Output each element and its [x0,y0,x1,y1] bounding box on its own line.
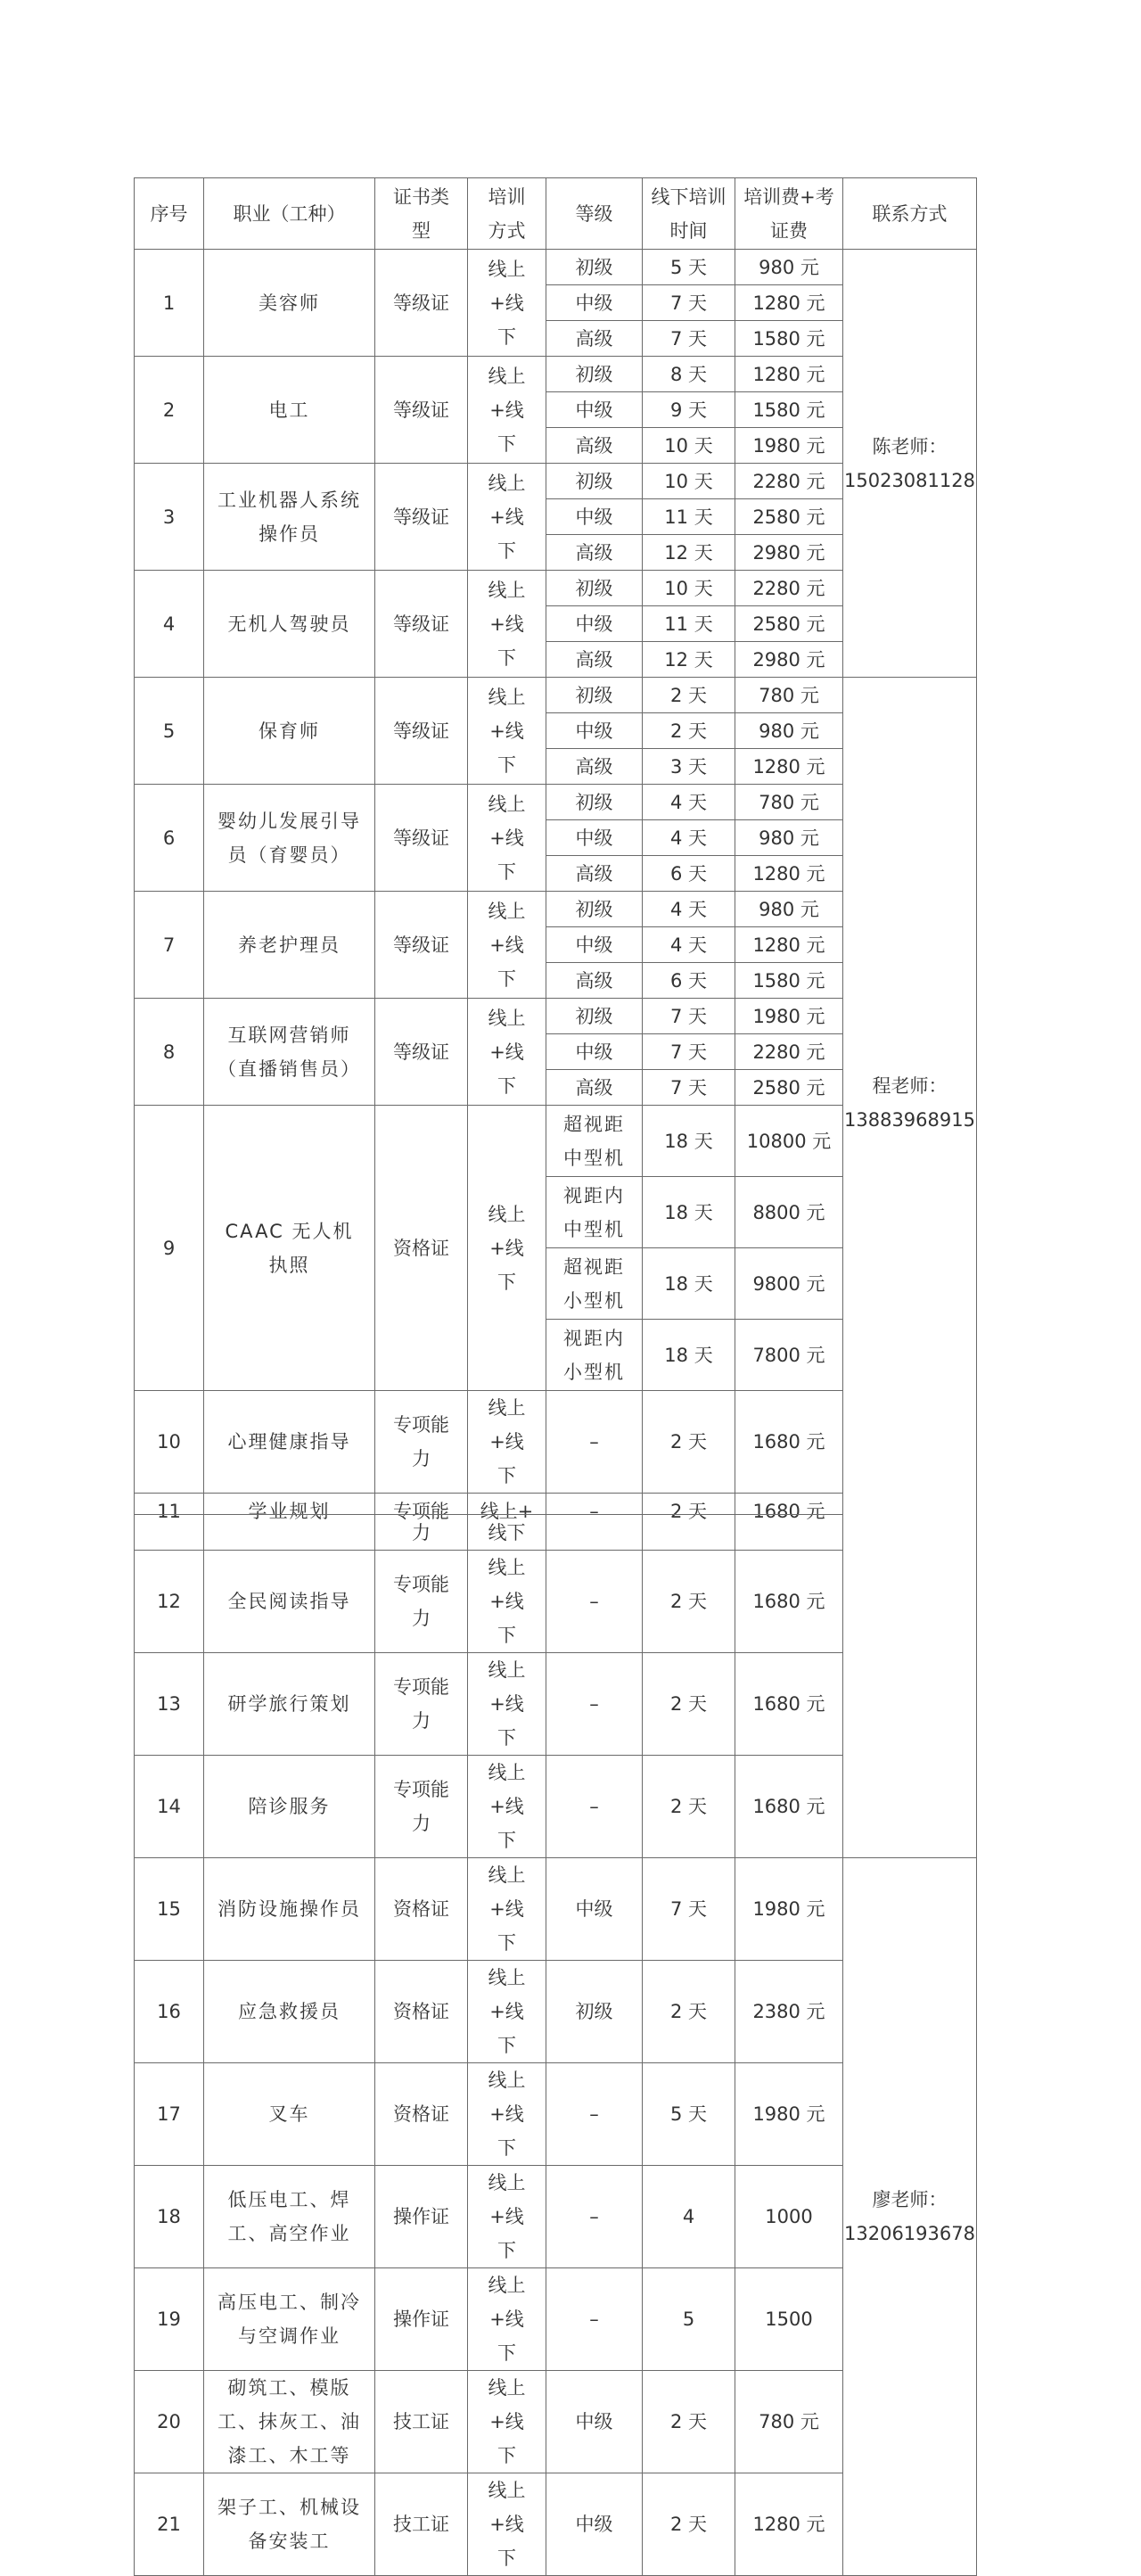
training-days: 4 天 [643,820,735,856]
row-number: 3 [135,464,204,571]
certificate-type: 专项能力 [375,1653,468,1756]
certificate-type: 等级证 [375,464,468,571]
fee: 1580 元 [735,321,843,357]
occupation: 互联网营销师（直播销售员） [204,999,375,1106]
fee: 780 元 [735,2371,843,2473]
training-mode: 线上+线下 [468,1551,546,1653]
level: – [546,2268,643,2371]
level: – [546,2166,643,2268]
occupation: 叉车 [204,2063,375,2166]
fee: 2580 元 [735,1070,843,1106]
training-mode: 线上+线下 [468,892,546,999]
training-days: 12 天 [643,535,735,571]
fee: 1280 元 [735,927,843,963]
fee: 2580 元 [735,606,843,642]
training-mode: 线上+线下 [468,1961,546,2063]
table-row [135,1858,977,1961]
level: 初级 [546,678,643,713]
column-header: 序号 [135,178,204,250]
training-days: 3 天 [643,749,735,785]
occupation: 消防设施操作员 [204,1858,375,1961]
contact-cheng [843,678,977,1529]
level: 中级 [546,820,643,856]
training-days: 9 天 [643,392,735,428]
fee: 2280 元 [735,571,843,606]
level: 初级 [546,999,643,1034]
training-table-part1 [134,177,977,1529]
row-number: 10 [135,1391,204,1494]
training-days: 8 天 [643,357,735,392]
fee: 1680 元 [735,1494,843,1529]
certificate-type: 资格证 [375,1106,468,1391]
row-number: 11 [135,1494,204,1529]
level: – [546,1653,643,1756]
row-number: 9 [135,1106,204,1391]
fee: 1680 元 [735,1391,843,1494]
training-days: 2 天 [643,1756,735,1858]
fee: 2280 元 [735,1034,843,1070]
occupation: 高压电工、制冷与空调作业 [204,2268,375,2371]
level: 超视距小型机 [546,1248,643,1320]
row-number: 16 [135,1961,204,2063]
training-mode: 线上+线下 [468,2268,546,2371]
column-header: 等级 [546,178,643,250]
table-row-split-bottom [135,1515,977,1551]
certificate-type: 操作证 [375,2268,468,2371]
fee: 10800 元 [735,1106,843,1177]
training-days: 2 天 [643,2371,735,2473]
table-row [135,678,977,713]
occupation: CAAC 无人机执照 [204,1106,375,1391]
fee: 1980 元 [735,2063,843,2166]
occupation: 低压电工、焊工、高空作业 [204,2166,375,2268]
training-days: 5 天 [643,250,735,285]
column-header: 职业（工种） [204,178,375,250]
certificate-type: 操作证 [375,2166,468,2268]
occupation: 研学旅行策划 [204,1653,375,1756]
fee: 8800 元 [735,1177,843,1248]
row-number: 17 [135,2063,204,2166]
certificate-type: 专项能 [375,1494,468,1529]
contact-liao [843,1858,977,2576]
certificate-type: 专项能力 [375,1551,468,1653]
training-days: 4 天 [643,785,735,820]
occupation: 美容师 [204,250,375,357]
level: – [546,1551,643,1653]
training-days: 18 天 [643,1248,735,1320]
row-number: 8 [135,999,204,1106]
level: 视距内中型机 [546,1177,643,1248]
occupation: 保育师 [204,678,375,785]
training-days: 4 天 [643,927,735,963]
occupation: 婴幼儿发展引导员（育婴员） [204,785,375,892]
training-mode: 线上+线下 [468,2371,546,2473]
fee: 1280 元 [735,357,843,392]
training-days: 7 天 [643,999,735,1034]
fee: 1980 元 [735,1858,843,1961]
column-header: 证书类型 [375,178,468,250]
training-days: 2 天 [643,1551,735,1653]
occupation: 养老护理员 [204,892,375,999]
fee: 980 元 [735,713,843,749]
fee: 1000 [735,2166,843,2268]
level: 高级 [546,749,643,785]
training-days: 7 天 [643,321,735,357]
level: 高级 [546,428,643,464]
column-header: 线下培训时间 [643,178,735,250]
level: 高级 [546,963,643,999]
training-days: 7 天 [643,1070,735,1106]
contact-phone: 13883968915 [844,1109,975,1132]
certificate-type: 等级证 [375,785,468,892]
level: 初级 [546,892,643,927]
certificate-type: 技工证 [375,2371,468,2473]
fee: 1980 元 [735,999,843,1034]
training-mode: 线上+线下 [468,464,546,571]
fee: 2980 元 [735,642,843,678]
fee-empty [735,1515,843,1551]
row-number: 12 [135,1551,204,1653]
occupation: 心理健康指导 [204,1391,375,1494]
column-header: 联系方式 [843,178,977,250]
training-days: 5 天 [643,2063,735,2166]
training-days: 6 天 [643,856,735,892]
certificate-type: 资格证 [375,1961,468,2063]
level: 高级 [546,856,643,892]
level: 初级 [546,357,643,392]
fee: 780 元 [735,785,843,820]
certificate-type: 资格证 [375,1858,468,1961]
level: 高级 [546,535,643,571]
contact-phone: 13206193678 [844,2223,975,2244]
fee: 1280 元 [735,2473,843,2576]
contact-chen [843,250,977,678]
training-days: 4 [643,2166,735,2268]
contact-cheng-cont [843,1515,977,1858]
occupation-empty [204,1515,375,1551]
occupation: 全民阅读指导 [204,1551,375,1653]
certificate-type: 等级证 [375,250,468,357]
row-number: 13 [135,1653,204,1756]
training-days: 2 天 [643,1391,735,1494]
table-header-row [135,178,977,250]
level: 中级 [546,606,643,642]
level: 中级 [546,927,643,963]
training-days: 2 天 [643,1961,735,2063]
training-mode: 线上+线下 [468,357,546,464]
training-mode: 线上+ [468,1494,546,1529]
training-days: 7 天 [643,1858,735,1961]
occupation: 陪诊服务 [204,1756,375,1858]
training-days: 2 天 [643,1653,735,1756]
level: 高级 [546,642,643,678]
row-number-empty [135,1515,204,1551]
training-days: 10 天 [643,571,735,606]
fee: 1280 元 [735,856,843,892]
row-number: 21 [135,2473,204,2576]
training-mode: 线上+线下 [468,2166,546,2268]
occupation: 电工 [204,357,375,464]
fee: 9800 元 [735,1248,843,1320]
certificate-type: 等级证 [375,999,468,1106]
certificate-type-cont: 力 [375,1515,468,1551]
column-header: 培训方式 [468,178,546,250]
training-mode: 线上+线下 [468,1858,546,1961]
row-number: 1 [135,250,204,357]
certificate-type: 等级证 [375,678,468,785]
fee: 980 元 [735,820,843,856]
training-mode-cont: 线下 [468,1515,546,1551]
row-number: 15 [135,1858,204,1961]
fee: 1580 元 [735,392,843,428]
occupation: 学业规划 [204,1494,375,1529]
row-number: 5 [135,678,204,785]
fee: 1680 元 [735,1756,843,1858]
level: 高级 [546,1070,643,1106]
training-mode: 线上+线下 [468,1106,546,1391]
level: – [546,2063,643,2166]
fee: 980 元 [735,250,843,285]
level: 中级 [546,713,643,749]
fee: 2380 元 [735,1961,843,2063]
level: 中级 [546,2371,643,2473]
training-mode: 线上+线下 [468,1756,546,1858]
occupation: 架子工、机械设备安装工 [204,2473,375,2576]
level: 初级 [546,1961,643,2063]
training-mode: 线上+线下 [468,571,546,678]
training-mode: 线上+线下 [468,1653,546,1756]
training-days: 10 天 [643,464,735,499]
level: 初级 [546,785,643,820]
training-mode: 线上+线下 [468,2473,546,2576]
level: 中级 [546,2473,643,2576]
level: 中级 [546,1858,643,1961]
training-days: 7 天 [643,285,735,321]
row-number: 20 [135,2371,204,2473]
level: – [546,1494,643,1529]
level: 初级 [546,464,643,499]
training-mode: 线上+线下 [468,999,546,1106]
occupation: 工业机器人系统操作员 [204,464,375,571]
level: 中级 [546,499,643,535]
level-empty [546,1515,643,1551]
training-days: 18 天 [643,1106,735,1177]
training-days: 7 天 [643,1034,735,1070]
fee: 1280 元 [735,749,843,785]
certificate-type: 专项能力 [375,1391,468,1494]
certificate-type: 等级证 [375,571,468,678]
certificate-type: 等级证 [375,892,468,999]
training-mode: 线上+线下 [468,678,546,785]
row-number: 19 [135,2268,204,2371]
training-days: 11 天 [643,499,735,535]
training-days: 2 天 [643,1494,735,1529]
fee: 1680 元 [735,1653,843,1756]
level: 初级 [546,250,643,285]
fee: 1280 元 [735,285,843,321]
training-mode: 线上+线下 [468,2063,546,2166]
training-table-part2 [134,1514,977,2576]
contact-name: 程老师： [872,1075,948,1098]
row-number: 7 [135,892,204,999]
fee: 2580 元 [735,499,843,535]
training-days: 2 天 [643,678,735,713]
row-number: 18 [135,2166,204,2268]
level: 初级 [546,571,643,606]
column-header: 培训费+考证费 [735,178,843,250]
fee: 980 元 [735,892,843,927]
level: 高级 [546,321,643,357]
level: 中级 [546,392,643,428]
fee: 1680 元 [735,1551,843,1653]
certificate-type: 资格证 [375,2063,468,2166]
training-mode: 线上+线下 [468,1391,546,1494]
training-days: 6 天 [643,963,735,999]
training-days: 18 天 [643,1320,735,1391]
row-number: 6 [135,785,204,892]
occupation: 砌筑工、模版工、抹灰工、油漆工、木工等 [204,2371,375,2473]
contact-name: 陈老师： [872,435,948,457]
fee: 7800 元 [735,1320,843,1391]
level: 超视距中型机 [546,1106,643,1177]
fee: 1500 [735,2268,843,2371]
training-days: 2 天 [643,2473,735,2576]
fee: 1980 元 [735,428,843,464]
certificate-type: 技工证 [375,2473,468,2576]
fee: 2980 元 [735,535,843,571]
training-mode: 线上+线下 [468,785,546,892]
certificate-type: 专项能力 [375,1756,468,1858]
training-days: 2 天 [643,713,735,749]
training-days: 5 [643,2268,735,2371]
training-days-empty [643,1515,735,1551]
contact-name: 廖老师： [872,2189,948,2210]
row-number: 2 [135,357,204,464]
level: 视距内小型机 [546,1320,643,1391]
table-row [135,250,977,285]
contact-phone: 15023081128 [844,469,975,491]
training-mode: 线上+线下 [468,250,546,357]
training-days: 4 天 [643,892,735,927]
training-days: 11 天 [643,606,735,642]
fee: 2280 元 [735,464,843,499]
training-days: 18 天 [643,1177,735,1248]
level: – [546,1756,643,1858]
fee: 1580 元 [735,963,843,999]
row-number: 4 [135,571,204,678]
occupation: 应急救援员 [204,1961,375,2063]
level: 中级 [546,1034,643,1070]
row-number: 14 [135,1756,204,1858]
training-days: 10 天 [643,428,735,464]
training-days: 12 天 [643,642,735,678]
level: 中级 [546,285,643,321]
level: – [546,1391,643,1494]
occupation: 无机人驾驶员 [204,571,375,678]
fee: 780 元 [735,678,843,713]
certificate-type: 等级证 [375,357,468,464]
